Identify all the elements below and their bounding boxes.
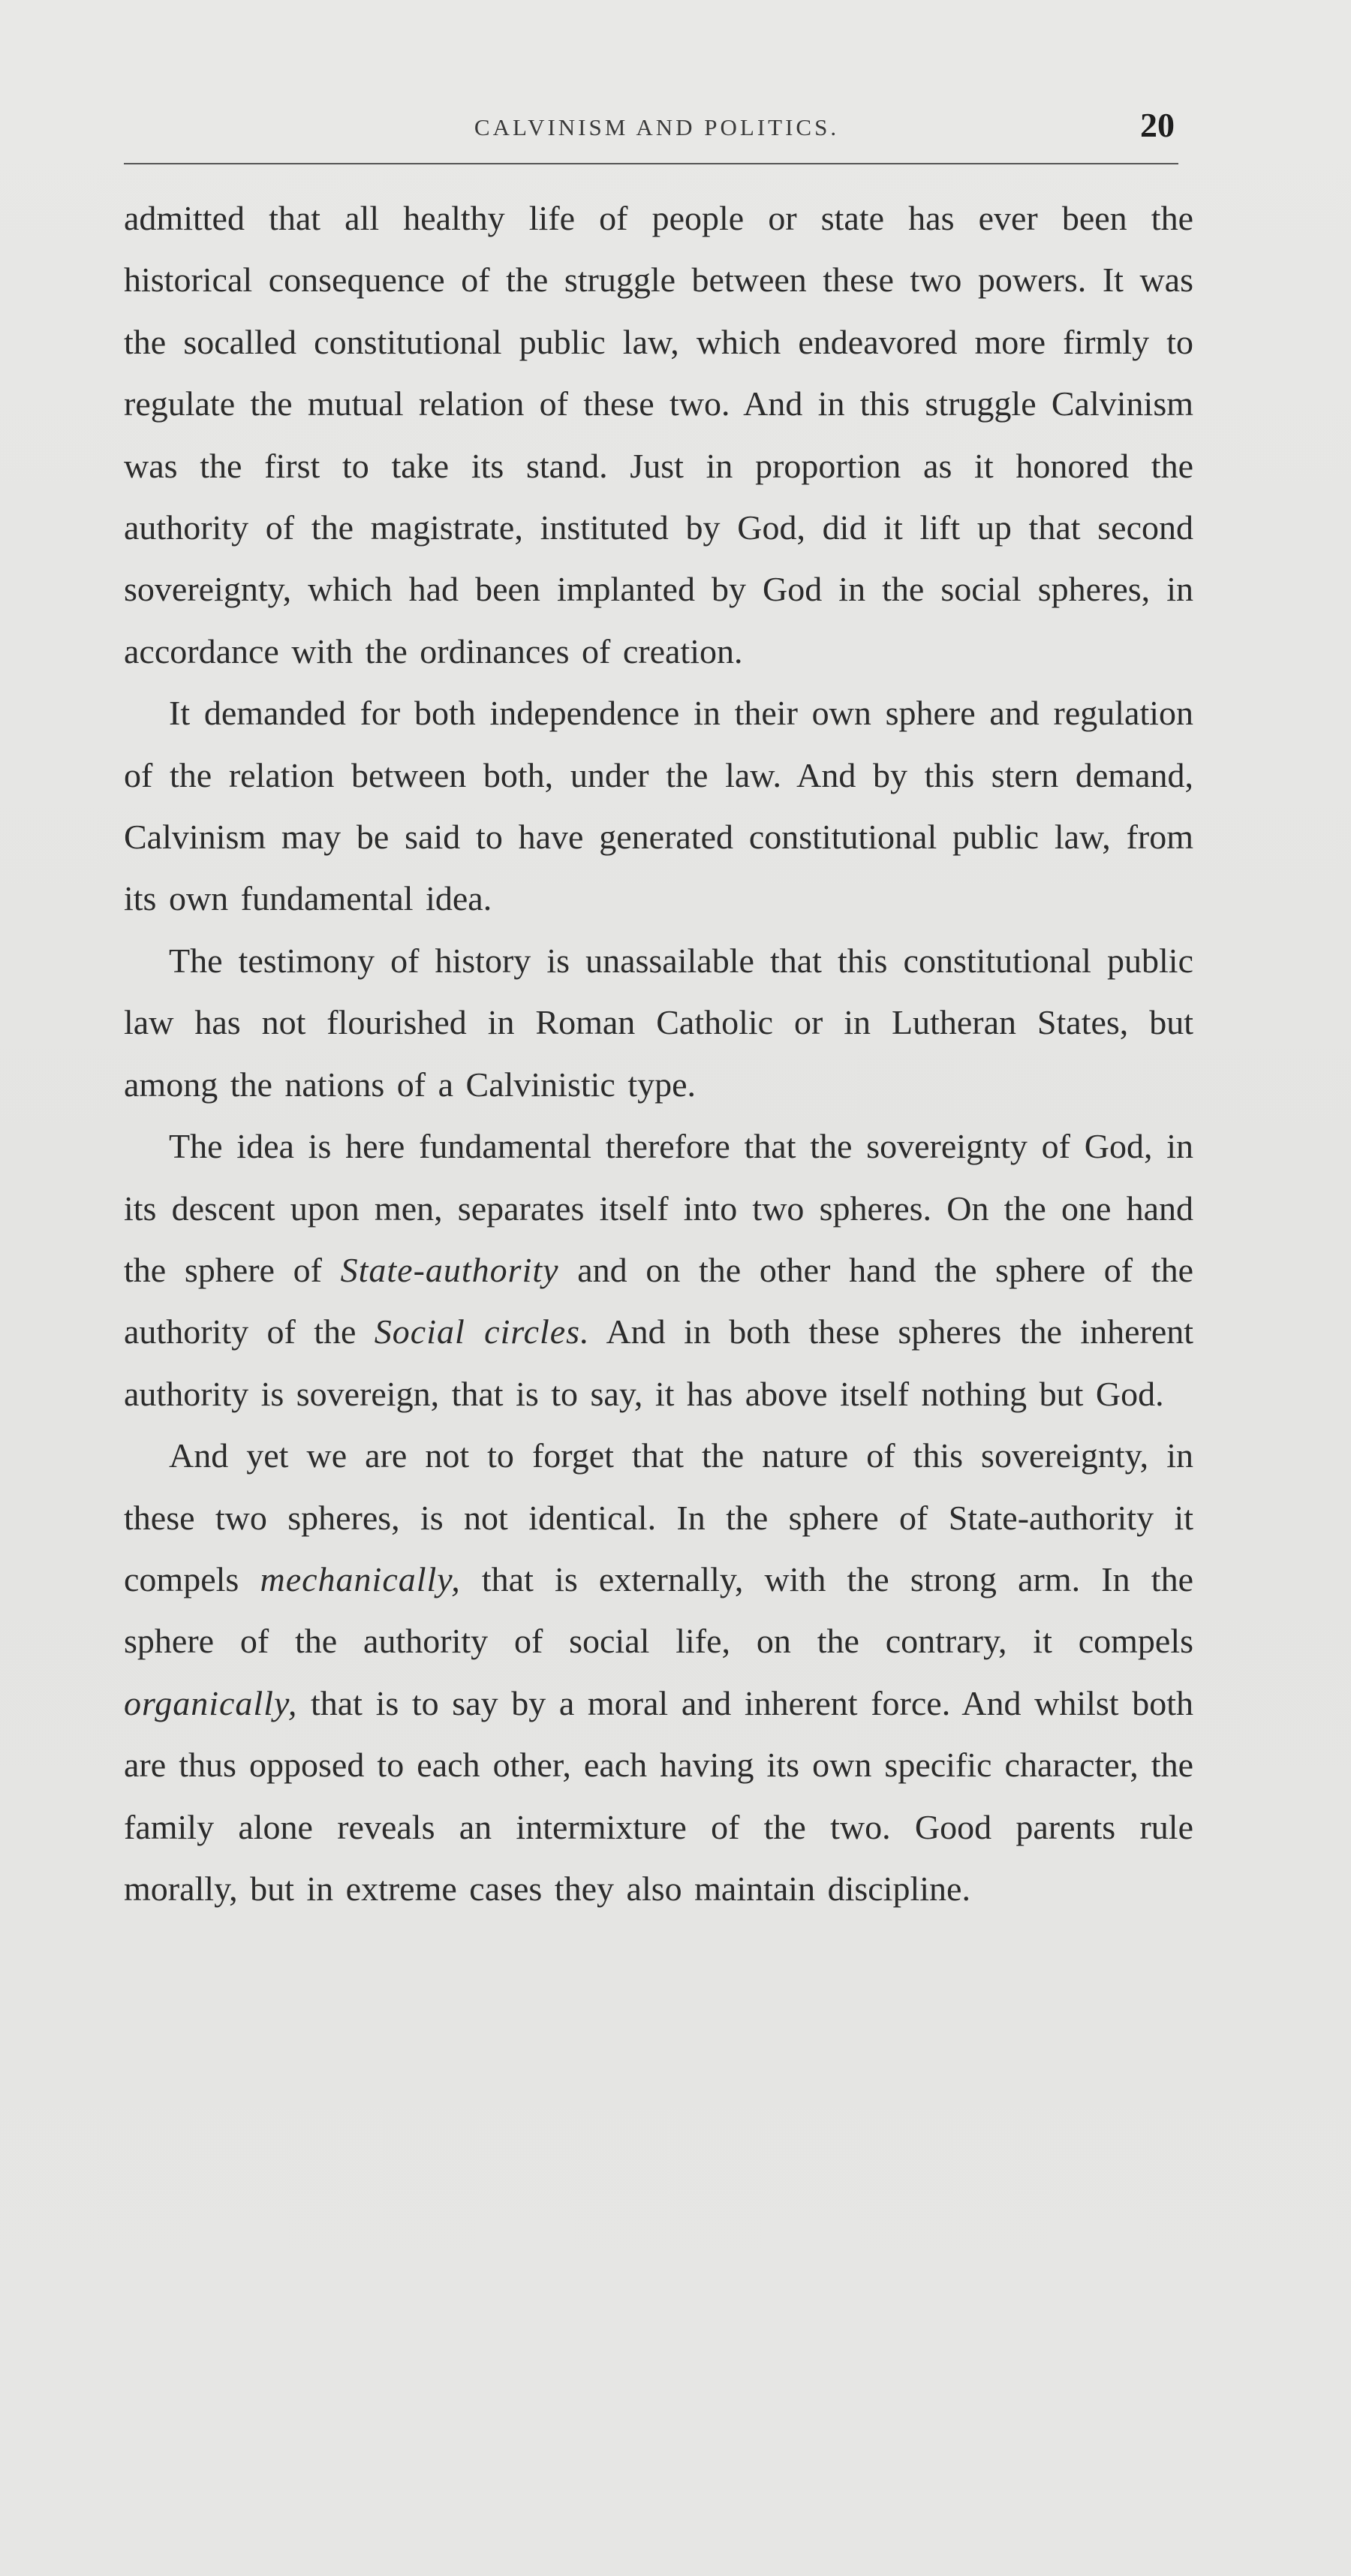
paragraph-2-text: It demanded for both independence in their own sphere and regulation of the relation between both, under the law. And by this stern demand, Calvinism may be said to have generated constitutional public law, from its own fundamental idea. (124, 694, 1193, 918)
italic-social-circles: Social circles. (374, 1312, 590, 1351)
running-title: CALVINISM AND POLITICS. (474, 114, 840, 140)
paragraph-5 (124, 1425, 1193, 1920)
paragraph-5-text: And yet we are not to forget that the nature of this sovereignty, in these two spheres, is not identical. In the sphere of State-authority it compels (124, 1436, 1193, 1598)
paragraph-3-text: The testimony of history is unassailable that this constitutional public law has not flourished in Roman Catholic or in Lutheran States, but among the nations of a Calvinistic type. (124, 941, 1193, 1104)
running-head (124, 105, 1190, 165)
body-text (124, 188, 1193, 1920)
italic-state-authority: State-authority (340, 1250, 559, 1289)
header-rule (124, 163, 1178, 164)
italic-organically: organically, (124, 1683, 298, 1722)
paragraph-5-text: that is externally, with the strong arm. In the sphere of the authority of social life, on the contrary, it compels (124, 1559, 1194, 1661)
paragraph-3 (124, 930, 1193, 1116)
paragraph-2 (124, 682, 1193, 930)
paragraph-1-text: admitted that all healthy life of people or state has ever been the historical consequence of the struggle between these two powers. It was the socalled constitutional public law, which endeavored more firmly to regulate the mutual relation of these two. And in this struggle Calvinism was the first to take its stand. Just in proportion as it honored the authority of the magistrate, instituted by God, did it lift up that second sovereignty, which had been implanted by God in the social spheres, in accordance with the ordinances of creation. (124, 199, 1193, 670)
paragraph-4-text: and on the other hand the sphere of the authority of the (124, 1250, 1193, 1351)
paragraph-1 (124, 188, 1193, 682)
paragraph-4 (124, 1116, 1193, 1425)
paragraph-4-text: And in both these spheres the inherent authority is sovereign, that is to say, it has above itself nothing but God. (124, 1312, 1194, 1413)
page-number: 20 (1140, 106, 1175, 144)
paragraph-4-text: The idea is here fundamental therefore that the sovereignty of God, in its descent upon men, separates itself into two spheres. On the one hand the sphere of (124, 1127, 1193, 1289)
italic-mechanically: mechanically, (260, 1559, 461, 1598)
paragraph-5-text: that is to say by a moral and inherent force. And whilst both are thus opposed to each other, each having its own specific character, the family alone reveals an intermixture of the two. Good parents rule morally, but in extreme cases they also maintain discipline. (124, 1683, 1193, 1908)
